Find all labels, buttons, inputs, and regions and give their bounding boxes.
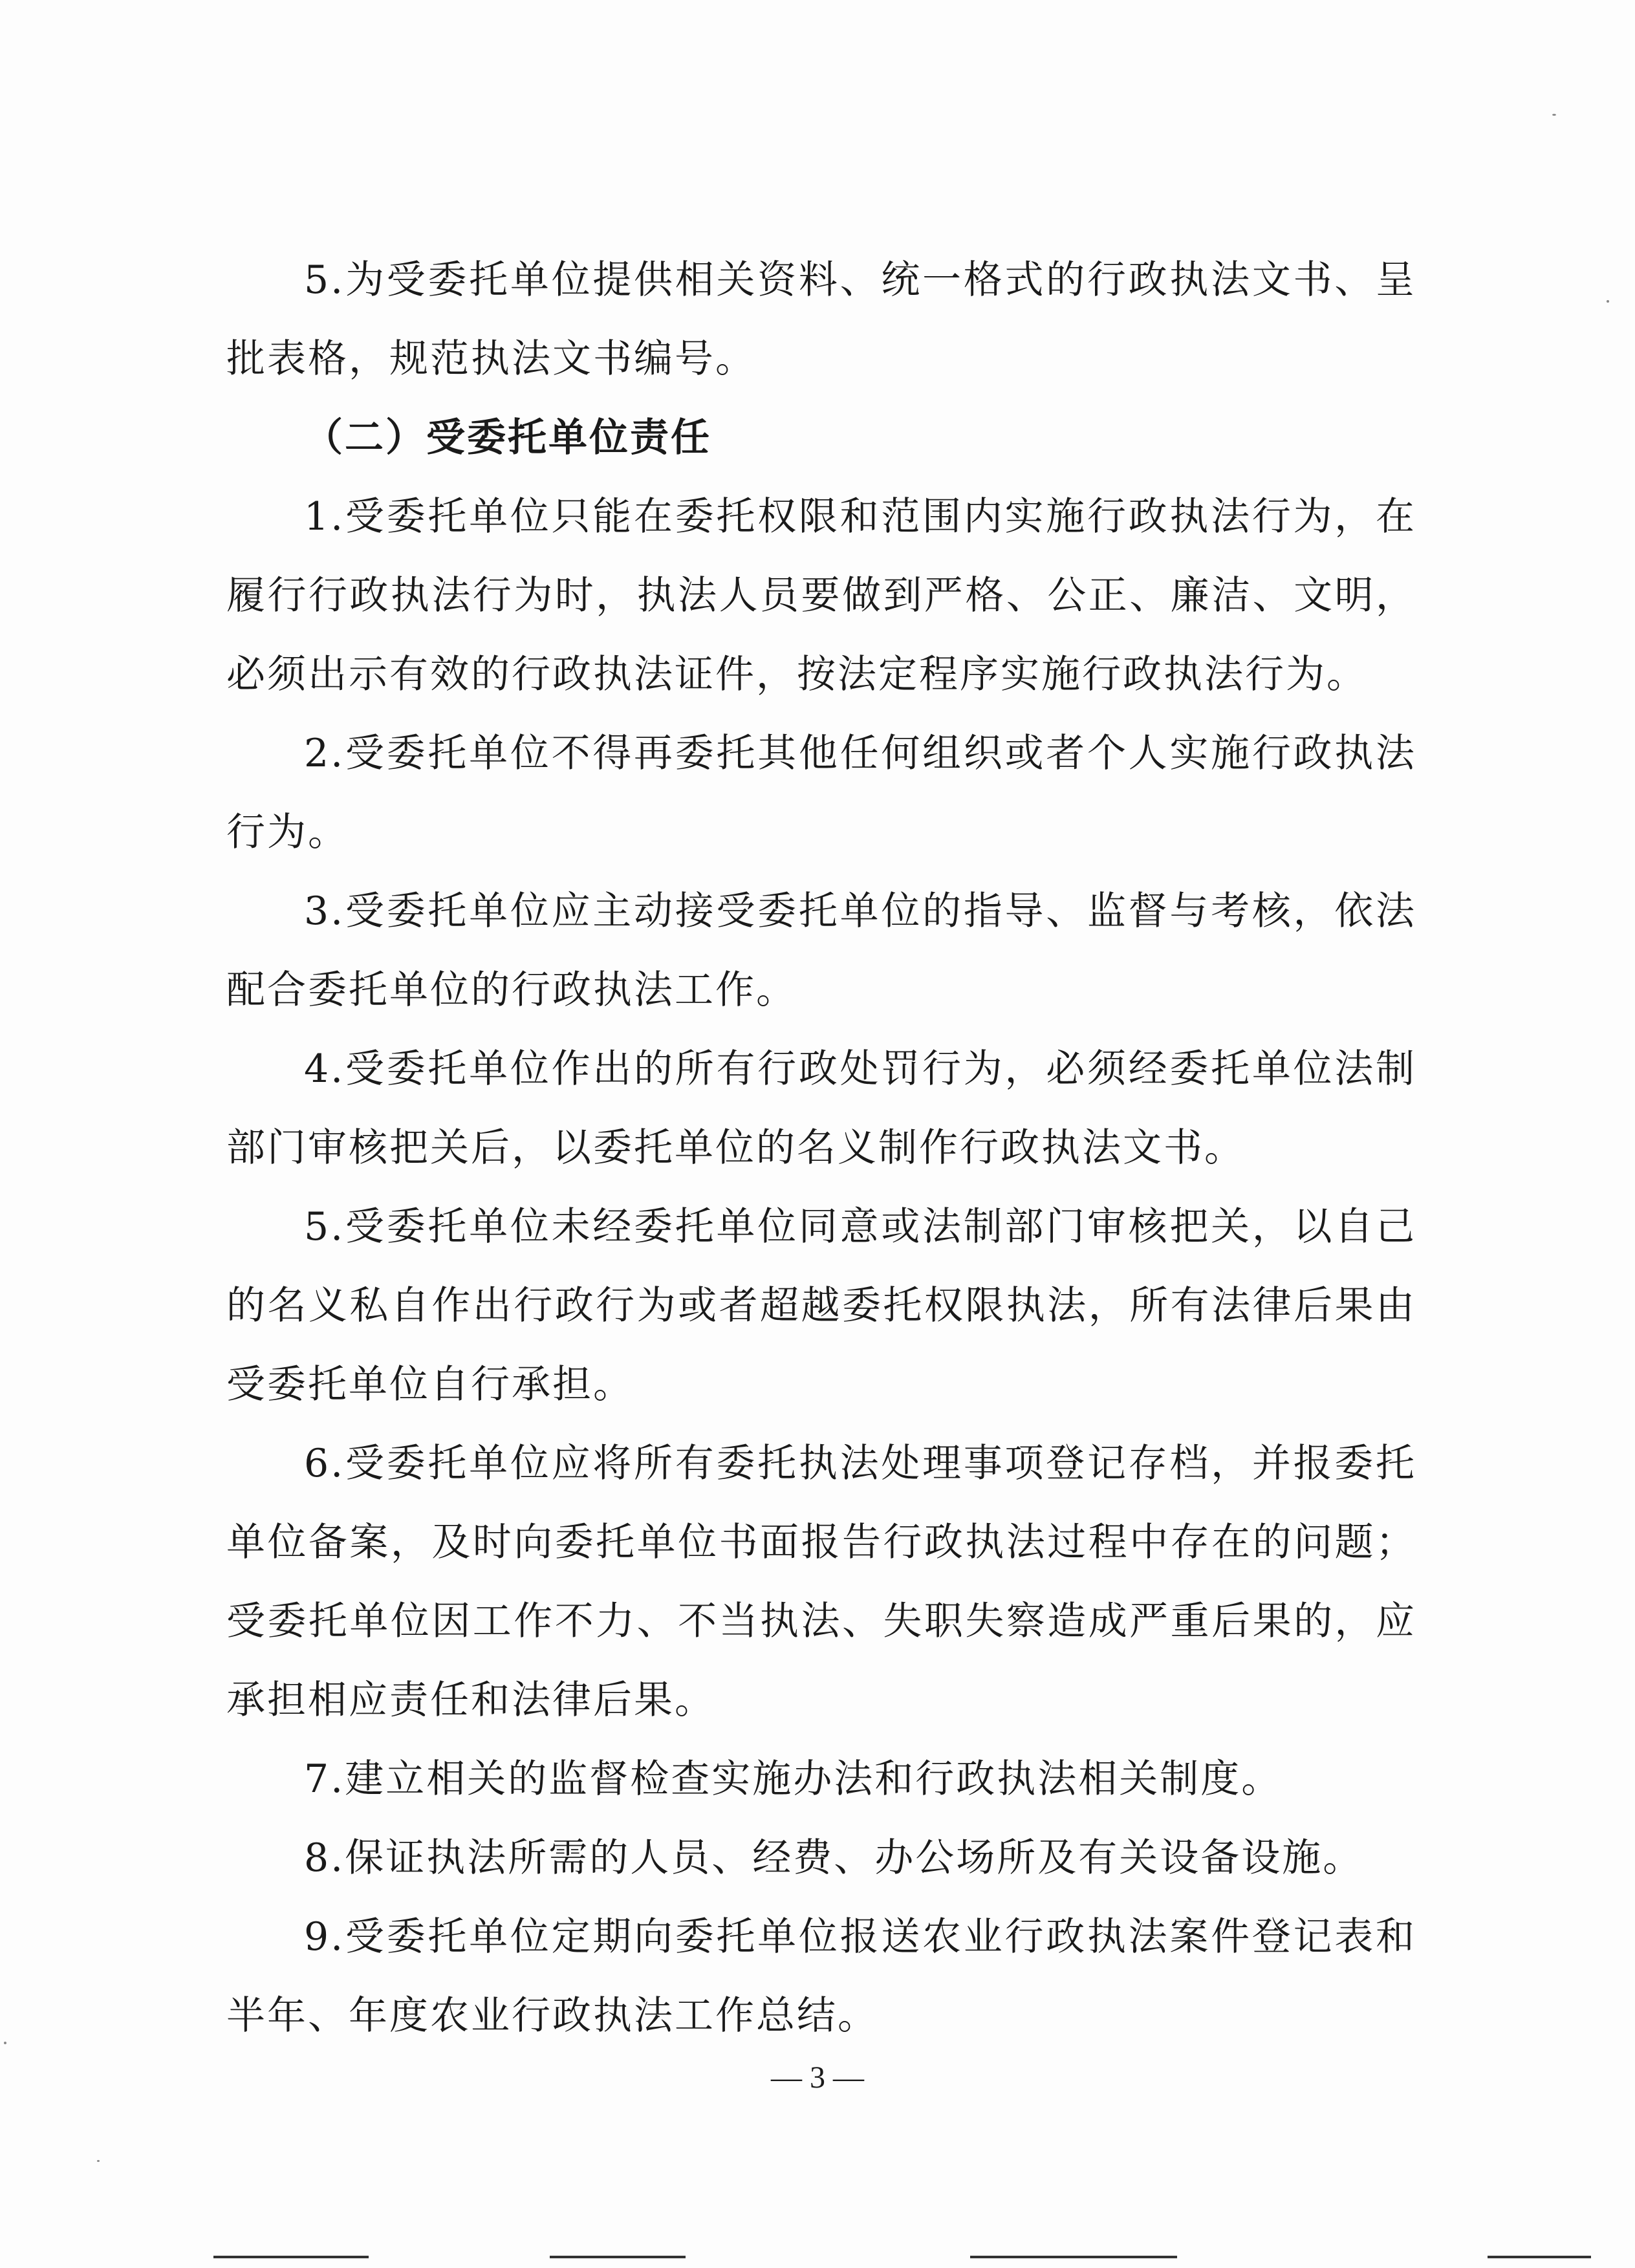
page-number: — 3 —	[771, 2060, 864, 2095]
scan-speck	[1607, 300, 1609, 303]
paragraph-item-4: 4.受委托单位作出的所有行政处罚行为，必须经委托单位法制部门审核把关后，以委托单位的名义制作行政执法文书。	[226, 1046, 1416, 1171]
scan-edge-line	[550, 2256, 686, 2258]
paragraph-item-1: 1.受委托单位只能在委托权限和范围内实施行政执法行为，在履行行政执法行为时，执法人员要做到严格、公正、廉洁、文明，必须出示有效的行政执法证件，按法定程序实施行政执法行为。	[226, 494, 1416, 697]
paragraph-item-6: 6.受委托单位应将所有委托执法处理事项登记存档，并报委托单位备案，及时向委托单位书面报告行政执法过程中存在的问题；受委托单位因工作不力、不当执法、失职失察造成严重后果的，应承担相应责任和法律后果。	[226, 1441, 1416, 1723]
scan-edge-line	[1488, 2256, 1591, 2258]
scan-speck	[4, 2042, 6, 2044]
scan-edge-line	[213, 2256, 369, 2258]
document-body	[226, 241, 1416, 2055]
scan-speck	[97, 2160, 100, 2162]
paragraph-item-2: 2.受委托单位不得再委托其他任何组织或者个人实施行政执法行为。	[226, 731, 1416, 855]
section-heading-entrusted-unit-responsibility: （二）受委托单位责任	[304, 415, 711, 460]
paragraph-item-3: 3.受委托单位应主动接受委托单位的指导、监督与考核，依法配合委托单位的行政执法工作。	[226, 889, 1416, 1013]
paragraph-item-9: 9.受委托单位定期向委托单位报送农业行政执法案件登记表和半年、年度农业行政执法工作总结。	[226, 1914, 1416, 2038]
paragraph-item-5: 5.受委托单位未经委托单位同意或法制部门审核把关，以自己的名义私自作出行政行为或者超越委托权限执法，所有法律后果由受委托单位自行承担。	[226, 1204, 1416, 1407]
paragraph-item-8: 8.保证执法所需的人员、经费、办公场所及有关设备设施。	[304, 1835, 1364, 1881]
paragraph-provide-materials: 5.为受委托单位提供相关资料、统一格式的行政执法文书、呈批表格，规范执法文书编号。	[226, 257, 1416, 382]
scan-edge-line	[970, 2256, 1177, 2258]
paragraph-item-7: 7.建立相关的监督检查实施办法和行政执法相关制度。	[304, 1756, 1283, 1802]
scan-speck	[1552, 114, 1556, 116]
